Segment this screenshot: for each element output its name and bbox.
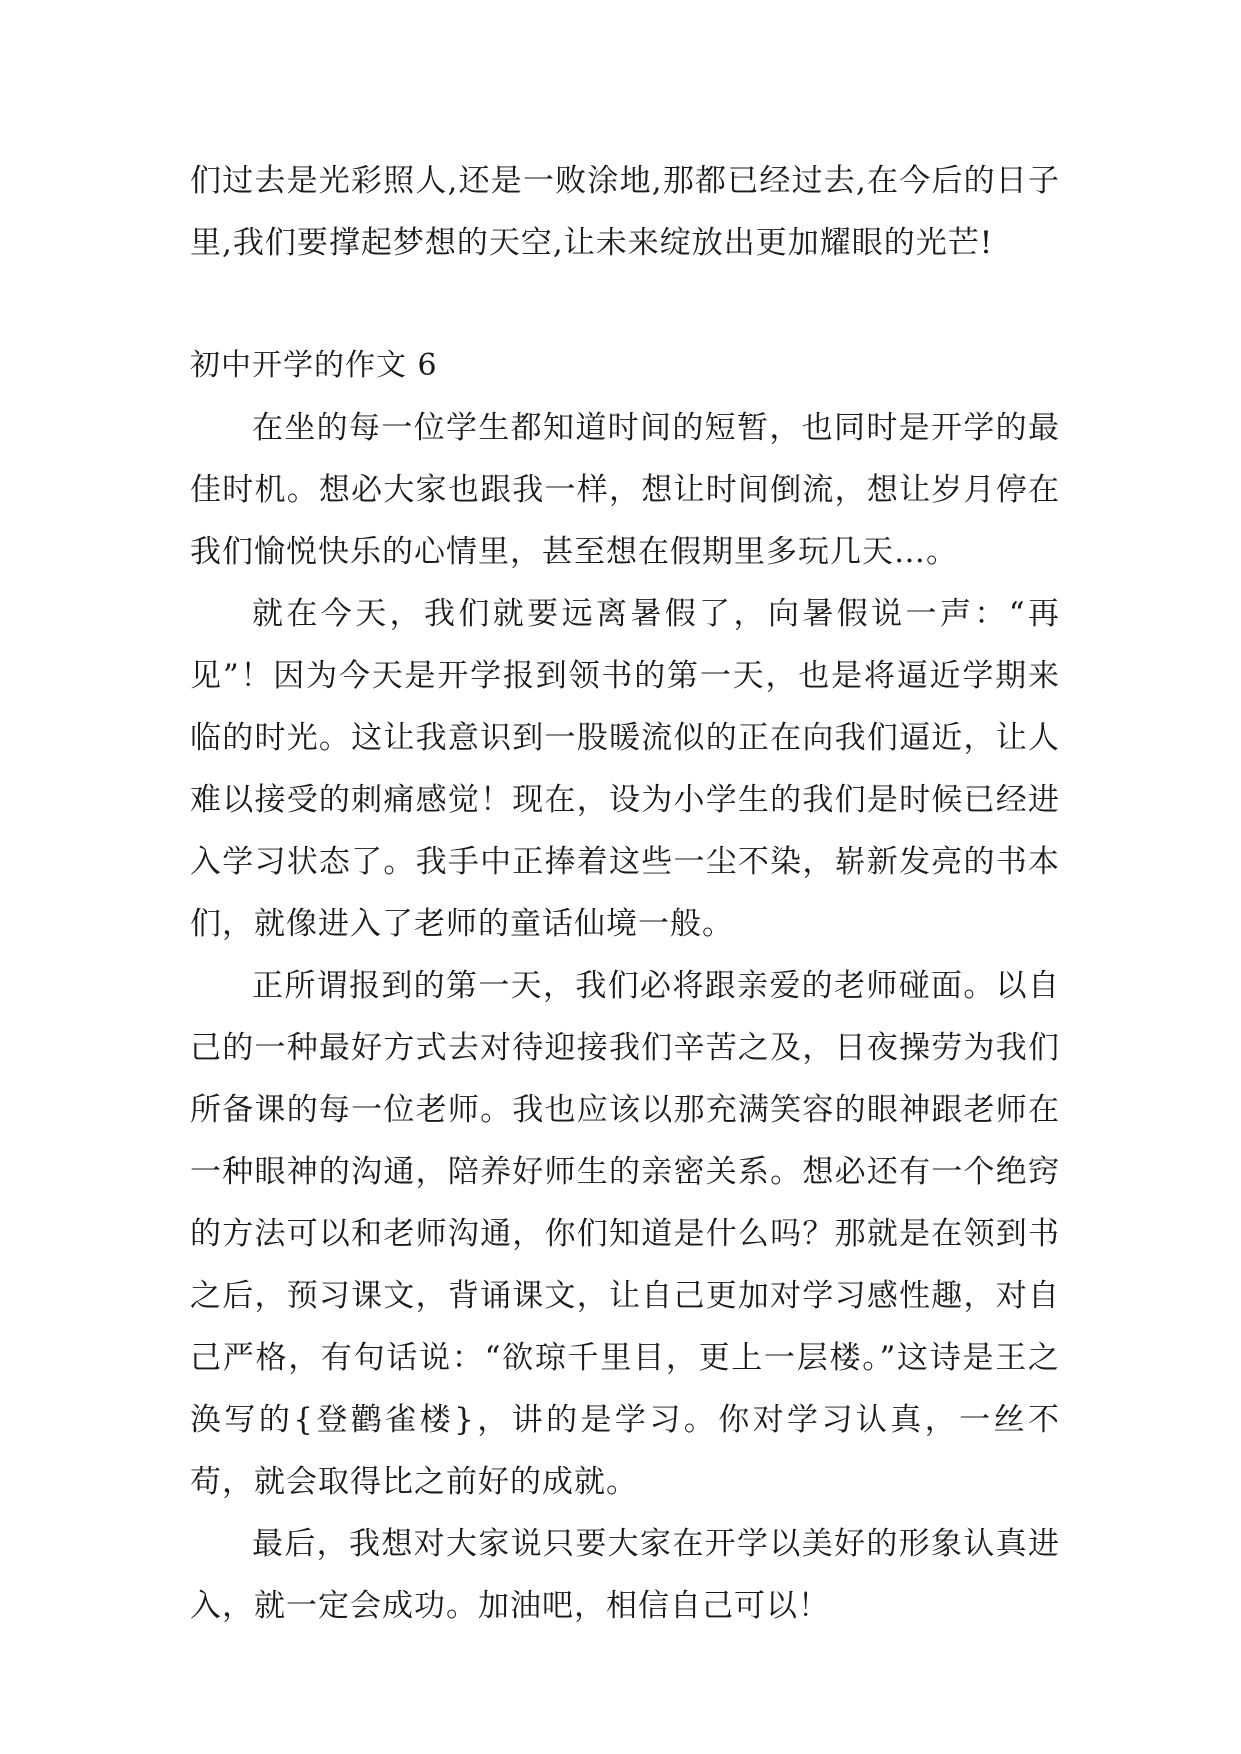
continuation-text-block [190, 150, 1060, 274]
essay-body [190, 397, 1060, 1637]
essay-paragraph-3: 正所谓报到的第一天，我们必将跟亲爱的老师碰面。以自己的一种最好方式去对待迎接我们辛苦之及，日夜操劳为我们所备课的每一位老师。我也应该以那充满笑容的眼神跟老师在一种眼神的沟通，陪养好师生的亲密关系。想必还有一个绝窍的方法可以和老师沟通，你们知道是什么吗？那就是在领到书之后，预习课文，背诵课文，让自己更加对学习感性趣，对自己严格，有句话说：“欲琼千里目，更上一层楼。”这诗是王之涣写的{登鹳雀楼}，讲的是学习。你对学习认真，一丝不苟，就会取得比之前好的成就。 [190, 968, 1060, 1500]
section-title-block [190, 335, 1060, 397]
essay-paragraph-4: 最后，我想对大家说只要大家在开学以美好的形象认真进入，就一定会成功。加油吧，相信自己可以！ [190, 1526, 1060, 1624]
essay-paragraph-2: 就在今天，我们就要远离暑假了，向暑假说一声：“再见”！因为今天是开学报到领书的第一天，也是将逼近学期来临的时光。这让我意识到一股暖流似的正在向我们逼近，让人难以接受的刺痛感觉！现在，设为小学生的我们是时候已经进入学习状态了。我手中正捧着这些一尘不染，崭新发亮的书本们，就像进入了老师的童话仙境一般。 [190, 596, 1060, 942]
continuation-paragraph: 们过去是光彩照人,还是一败涂地,那都已经过去,在今后的日子里,我们要撑起梦想的天空,让未来绽放出更加耀眼的光芒! [190, 163, 1060, 261]
section-title: 初中开学的作文 6 [190, 348, 438, 383]
essay-paragraph-1: 在坐的每一位学生都知道时间的短暂，也同时是开学的最佳时机。想必大家也跟我一样，想让时间倒流，想让岁月停在我们愉悦快乐的心情里，甚至想在假期里多玩几天…。 [190, 410, 1060, 570]
